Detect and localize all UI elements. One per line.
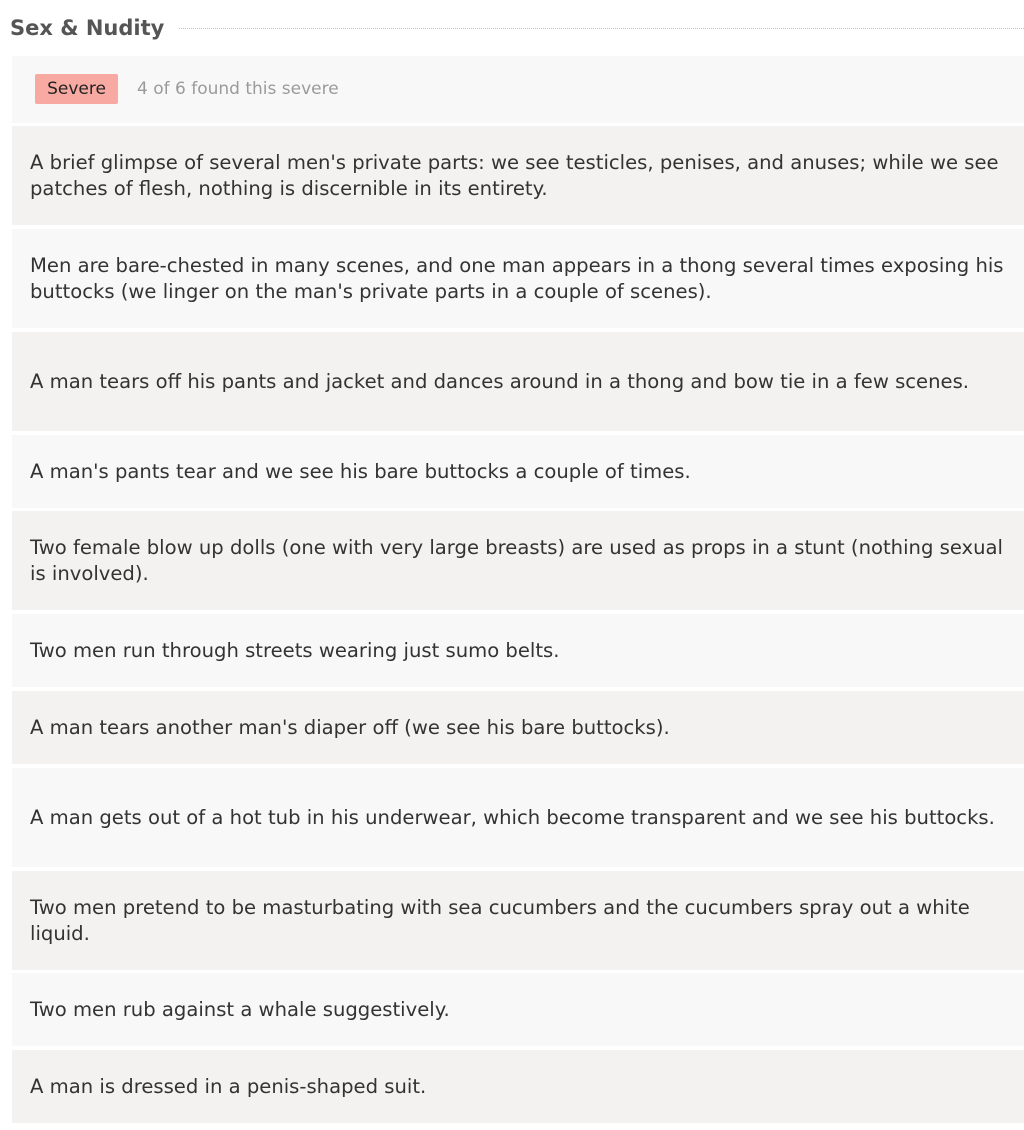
item-text: Two men rub against a whale suggestively.: [30, 997, 450, 1021]
list-item: [12, 332, 1024, 431]
section-title: Sex & Nudity: [10, 16, 165, 40]
item-text: A man tears off his pants and jacket and dances around in a thong and bow tie in a few scenes.: [30, 369, 970, 393]
item-text: Two men run through streets wearing just sumo belts.: [30, 638, 560, 662]
list-item: [12, 973, 1024, 1046]
header-divider: [179, 28, 1024, 29]
item-text: A man tears another man's diaper off (we see his bare buttocks).: [30, 715, 670, 739]
list-item: [12, 871, 1024, 970]
list-item: [12, 126, 1024, 225]
section-header: [0, 0, 1024, 56]
list-item: [12, 614, 1024, 687]
item-text: A man gets out of a hot tub in his underwear, which become transparent and we see his buttocks.: [30, 805, 995, 829]
item-text: Men are bare-chested in many scenes, and one man appears in a thong several times exposing his buttocks (we linger on the man's private parts in a couple of scenes).: [30, 253, 1004, 303]
severity-rating-row: [12, 56, 1024, 123]
severity-votes: 4 of 6 found this severe: [137, 79, 339, 99]
list-item: [12, 435, 1024, 508]
list-item: [12, 229, 1024, 328]
item-text: A man's pants tear and we see his bare buttocks a couple of times.: [30, 459, 691, 483]
list-item: [12, 1050, 1024, 1123]
list-item: [12, 511, 1024, 610]
item-text: Two men pretend to be masturbating with sea cucumbers and the cucumbers spray out a white liquid.: [30, 895, 970, 945]
severity-badge: Severe: [35, 74, 118, 104]
list-item: [12, 768, 1024, 867]
item-text: A man is dressed in a penis-shaped suit.: [30, 1074, 427, 1098]
item-text: A brief glimpse of several men's private parts: we see testicles, penises, and anuses; while we see patches of flesh, nothing is discernible in its entirety.: [30, 150, 999, 200]
list-item: [12, 691, 1024, 764]
item-text: Two female blow up dolls (one with very large breasts) are used as props in a stunt (nothing sexual is involved).: [30, 535, 1003, 585]
